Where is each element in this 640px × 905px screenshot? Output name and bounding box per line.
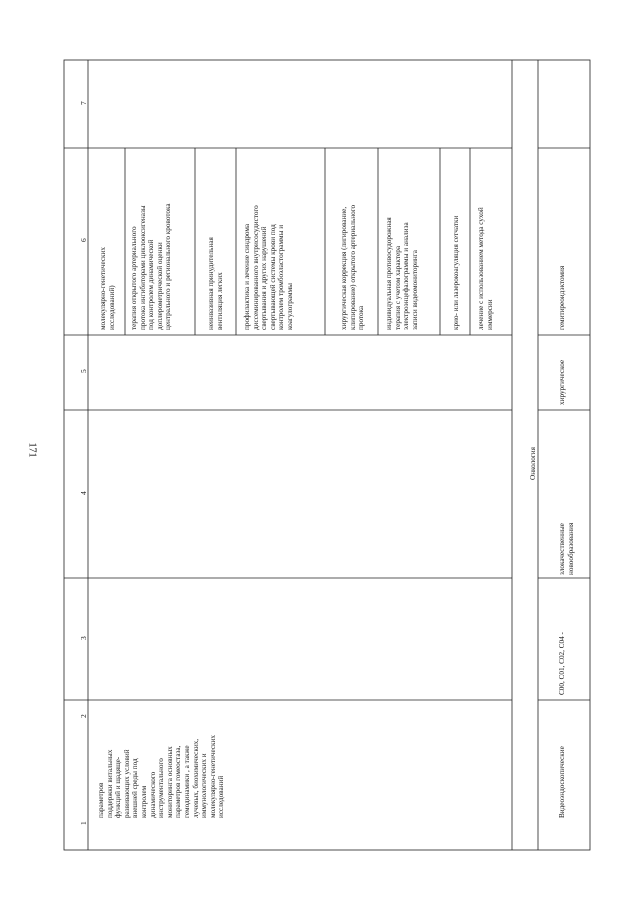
section-title-oncology: Онкология <box>529 447 537 480</box>
last-row-col3: C00, C01, C02, C04 - <box>558 632 566 695</box>
header-col-6: 6 <box>79 238 88 242</box>
header-col-1: 1 <box>79 821 88 825</box>
header-col-4: 4 <box>79 491 88 495</box>
cont-row-col6-item-5: хирургическая коррекция (лигирование, клипирование) открытого артериального протока <box>340 204 366 330</box>
header-col-3: 3 <box>79 636 88 640</box>
cont-row-col2: параметров поддержки витальных функций и щадяще- развивающих условий внешней среды под контролем динамического инструментального мониторинга основных параметров гомеостаза, гемодинамики , а также лучевых, биохимических, иммунологических и молекулярно-генетических исследований <box>97 735 226 818</box>
cont-row-col6-item-7: крио- или лазерокоагуляция сетчатки <box>452 215 460 330</box>
header-col-2: 2 <box>79 714 88 718</box>
cont-row-col6-item-4: профилактика и лечение синдрома диссеминированного внутрисосудистого свертывания и других нарушений свертывающей системы крови под контролем тромбоэластограммы и коагулограммы <box>243 205 294 330</box>
table-border <box>64 60 590 850</box>
last-row-col2: Видеоэндоскопические <box>558 746 566 818</box>
cont-row-col6-item-6: индивидуальная противосудорожная терапия с учетом характера электроэнцефалограммы и анализа записи видеомониторинга <box>385 217 419 330</box>
header-col-5: 5 <box>79 369 88 373</box>
cont-row-col6-item-8: лечение с использованием метода сухой иммерсии <box>477 207 494 330</box>
header-col-7: 7 <box>79 101 88 105</box>
cont-row-col6-item-2: терапия открытого артериального протока ингибиторами циклооксигеназы под контролем динамической доплерометрической оценки центрального и регионального кровотока <box>130 203 173 330</box>
page-number: 171 <box>26 442 38 458</box>
last-row-col5: хирургическое <box>558 359 566 405</box>
cont-row-col6-item-3: неинвазивная принудительная вентиляция легких <box>207 237 224 330</box>
last-row-col6: гемитиреоидэктомия <box>558 265 566 330</box>
cont-row-col6-item-1: молекулярно-генетических исследований) <box>99 247 116 330</box>
last-row-col4: злокачественные новообразования <box>558 522 575 575</box>
